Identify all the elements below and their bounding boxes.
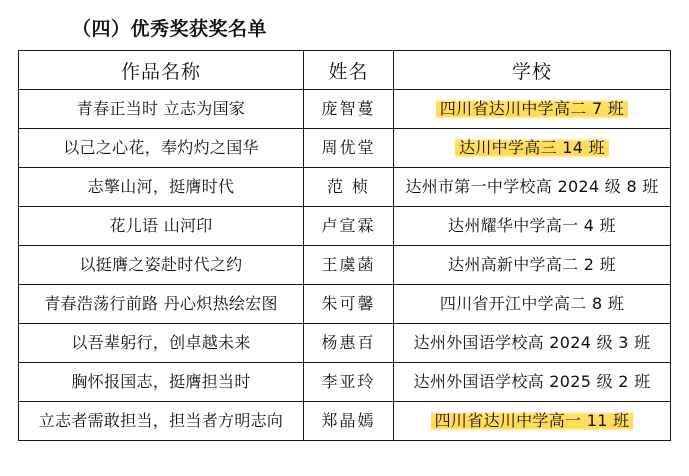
school-text: 达州外国语学校高 2024 级 3 班	[413, 333, 651, 352]
work-title-text: 青春正当时 立志为国家	[76, 99, 246, 118]
column-header-work: 作品名称	[19, 51, 304, 90]
table-row	[19, 324, 671, 363]
column-header-name: 姓名	[304, 51, 394, 90]
work-title-text: 以吾辈躬行，创卓越未来	[71, 333, 251, 352]
work-title-text: 志擎山河，挺膺时代	[87, 177, 235, 196]
table-row	[19, 90, 671, 129]
cell-work-title	[19, 129, 304, 168]
cell-school	[394, 168, 671, 207]
work-title-text: 立志者需敢担当，担当者方明志向	[38, 411, 284, 430]
work-title-text: 胸怀报国志，挺膺担当时	[71, 372, 251, 391]
cell-school	[394, 402, 671, 441]
student-name-text: 王虞菡	[321, 255, 376, 274]
cell-student-name	[304, 402, 394, 441]
cell-student-name	[304, 90, 394, 129]
work-title-text: 以挺膺之姿赴时代之约	[79, 255, 243, 274]
school-text-highlighted: 达川中学高三 14 班	[455, 137, 609, 159]
table-row	[19, 246, 671, 285]
table-body	[19, 90, 671, 441]
table-row	[19, 129, 671, 168]
cell-student-name	[304, 129, 394, 168]
cell-work-title	[19, 402, 304, 441]
student-name-text: 李亚玲	[321, 372, 376, 391]
cell-school	[394, 246, 671, 285]
page-title: （四）优秀奖获奖名单	[72, 18, 268, 40]
cell-student-name	[304, 246, 394, 285]
student-name-text: 周优堂	[321, 138, 376, 157]
cell-work-title	[19, 168, 304, 207]
award-list-table	[18, 50, 671, 441]
award-table-container	[18, 50, 670, 441]
student-name-text: 庞智蔓	[321, 99, 376, 118]
cell-school	[394, 324, 671, 363]
student-name-text: 郑晶嫣	[321, 411, 376, 430]
cell-work-title	[19, 363, 304, 402]
table-row	[19, 207, 671, 246]
cell-school	[394, 363, 671, 402]
work-title-text: 花儿语 山河印	[109, 216, 213, 235]
cell-work-title	[19, 90, 304, 129]
cell-student-name	[304, 285, 394, 324]
student-name-text: 卢宣霖	[321, 216, 376, 235]
school-text-highlighted: 四川省达川中学高二 7 班	[436, 98, 628, 120]
student-name-text: 范 桢	[326, 177, 371, 196]
column-header-school: 学校	[394, 51, 671, 90]
cell-work-title	[19, 207, 304, 246]
work-title-text: 青春浩荡行前路 丹心炽热绘宏图	[44, 294, 278, 313]
table-header-row	[19, 51, 671, 90]
cell-student-name	[304, 363, 394, 402]
cell-student-name	[304, 324, 394, 363]
school-text: 达州市第一中学校高 2024 级 8 班	[405, 177, 659, 196]
cell-school	[394, 207, 671, 246]
table-row	[19, 285, 671, 324]
school-text: 达州耀华中学高一 4 班	[448, 216, 616, 235]
school-text: 达州高新中学高二 2 班	[448, 255, 616, 274]
student-name-text: 杨惠百	[321, 333, 376, 352]
cell-student-name	[304, 168, 394, 207]
table-row	[19, 363, 671, 402]
school-text: 四川省开江中学高二 8 班	[439, 294, 625, 313]
table-header	[19, 51, 671, 90]
cell-student-name	[304, 207, 394, 246]
table-row	[19, 168, 671, 207]
school-text-highlighted: 四川省达川中学高一 11 班	[431, 410, 634, 432]
cell-work-title	[19, 285, 304, 324]
school-text: 达州外国语学校高 2025 级 2 班	[413, 372, 651, 391]
cell-work-title	[19, 324, 304, 363]
cell-school	[394, 129, 671, 168]
cell-school	[394, 285, 671, 324]
cell-school	[394, 90, 671, 129]
student-name-text: 朱可馨	[321, 294, 376, 313]
work-title-text: 以己之心花，奉灼灼之国华	[63, 138, 259, 157]
cell-work-title	[19, 246, 304, 285]
table-row	[19, 402, 671, 441]
